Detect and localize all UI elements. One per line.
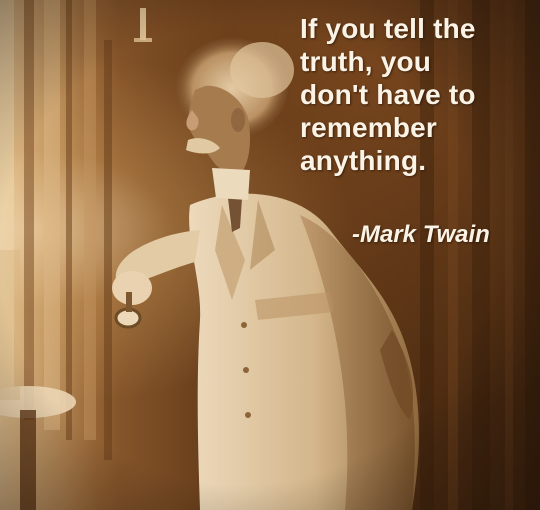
quote-line: don't have to — [300, 79, 476, 110]
quote-line: remember — [300, 112, 438, 143]
quote-line: truth, you — [300, 46, 432, 77]
quote-line: If you tell the — [300, 13, 476, 44]
quote-line: anything. — [300, 145, 427, 176]
quote-author: -Mark Twain — [352, 221, 490, 248]
quote-text — [300, 12, 532, 177]
